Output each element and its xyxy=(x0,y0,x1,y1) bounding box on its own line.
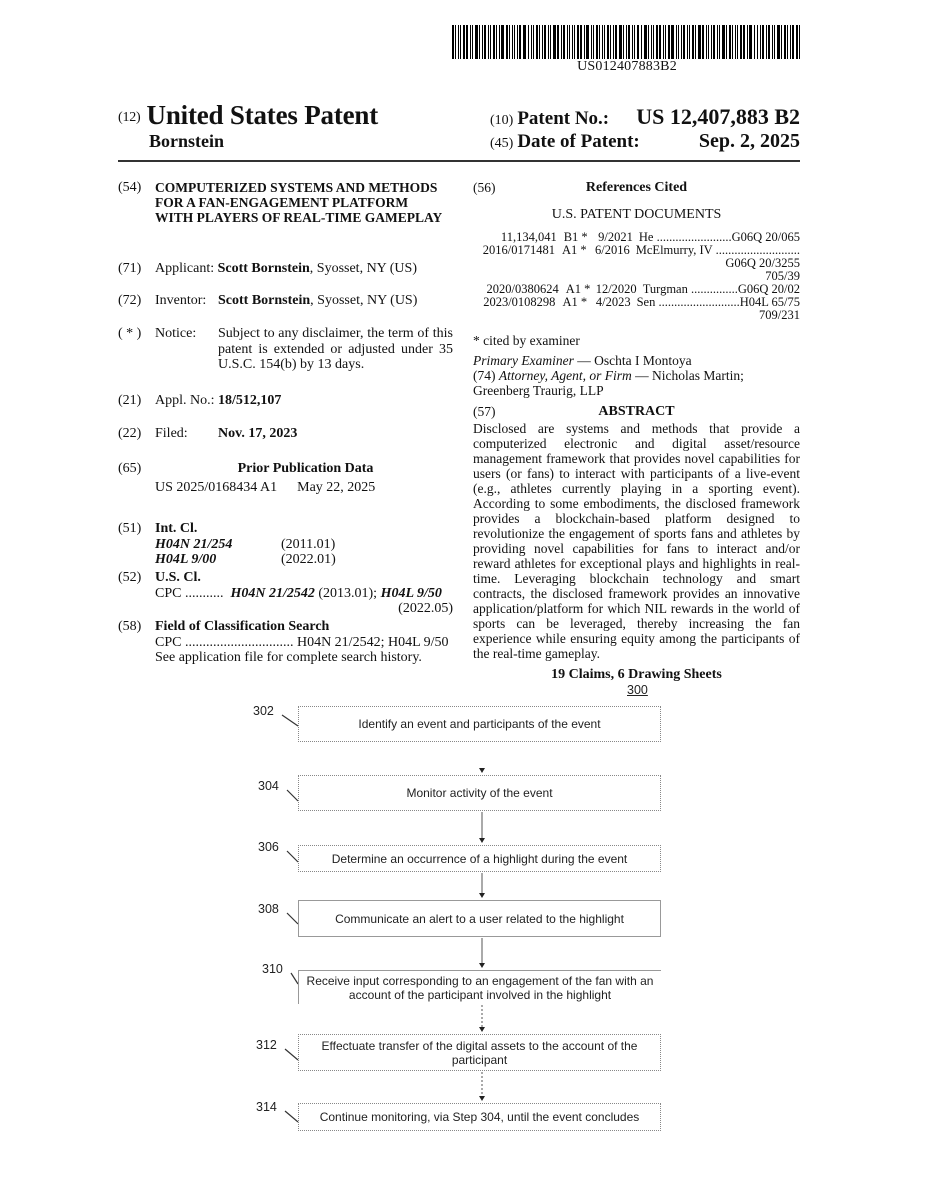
patent-title-header xyxy=(118,100,378,131)
flowchart-step-310 xyxy=(298,970,661,1004)
applicant-location: , Syosset, NY (US) xyxy=(310,261,417,276)
references-heading: References Cited xyxy=(473,180,800,195)
flowchart-step-304 xyxy=(298,775,661,811)
abstract-text: Disclosed are systems and methods that provide a computerized electronic and digital asset/resource management framework that provides novel capabilities for users (or fans) to interact with participants of a live-event (e.g., athletes currently playing in a sporting event). According to some embodiments, the disclosed framework provides a blockchain-based platform designed to revolutionize the engagement of sports fans and athletes by providing novel capabilities for fans to interact and/or reward athletes for exceptional plays and highlights in real-time. Leveraging blockchain technology and smart contracts, the disclosed framework provides an innovative application/platform for which NIL rewards in the world of sports can be leveraged, thereby increasing the fan experience while ensuring equity among the participants of the real-time gameplay. xyxy=(473,421,800,661)
examiner-name: — Oschta I Montoya xyxy=(577,353,691,368)
field-code: (74) xyxy=(473,368,496,383)
flowchart-step-302 xyxy=(298,706,661,742)
examiner-label: Primary Examiner xyxy=(473,353,574,368)
step-reference-number: 314 xyxy=(256,1100,277,1114)
abstract-heading: ABSTRACT xyxy=(473,404,800,419)
leader-line xyxy=(287,790,298,801)
arrow-head-icon xyxy=(479,838,485,843)
reference-kind: A1 * xyxy=(555,244,588,257)
patent-number: US 12,407,883 B2 xyxy=(636,104,800,130)
field-code: ( * ) xyxy=(118,326,141,342)
reference-inventor: Turgman ............... xyxy=(637,283,738,296)
prior-publication-heading: Prior Publication Data xyxy=(193,461,418,477)
step-reference-number: 306 xyxy=(258,840,279,854)
field-prior-publication xyxy=(118,461,453,495)
step-reference-number: 310 xyxy=(262,962,283,976)
reference-date: 9/2021 xyxy=(590,231,633,244)
us-cl-version: (2022.05) xyxy=(155,601,453,617)
reference-number: 11,134,041 xyxy=(473,231,557,244)
step-text: Effectuate transfer of the digital assets to the account of the participant xyxy=(305,1039,654,1067)
claims-count: 19 Claims, 6 Drawing Sheets xyxy=(473,667,800,682)
step-text: Receive input corresponding to an engagement of the fan with an account of the participant involved in the highlight xyxy=(305,974,655,1002)
reference-inventor: Sen .......................... xyxy=(631,296,740,309)
field-appl-no xyxy=(118,393,453,409)
arrow-head-icon xyxy=(479,1027,485,1032)
step-text: Determine an occurrence of a highlight during the event xyxy=(332,852,628,866)
step-reference-number: 304 xyxy=(258,779,279,793)
figure-number: 300 xyxy=(627,683,648,697)
leader-line xyxy=(287,913,298,924)
patent-number-label xyxy=(490,108,609,130)
field-filed xyxy=(118,426,453,442)
header-divider xyxy=(118,160,800,162)
classification-search-cpc: CPC ............................... H04N 21/2542; H04L 9/50 xyxy=(155,635,453,651)
title-code: (12) xyxy=(118,110,141,125)
appl-no-label: Appl. No.: xyxy=(155,393,215,408)
us-cl-class: H04L 9/50 xyxy=(381,586,442,601)
reference-number: 2020/0380624 xyxy=(473,283,559,296)
barcode-number: US012407883B2 xyxy=(452,59,802,75)
references-table xyxy=(473,231,800,322)
field-inventor xyxy=(118,293,453,309)
field-code: (22) xyxy=(118,426,141,442)
flowchart-step-314 xyxy=(298,1103,661,1131)
references-cited xyxy=(473,180,800,322)
int-cl-class: H04N 21/254 xyxy=(155,537,281,553)
reference-class: H04L 65/75 xyxy=(740,296,800,309)
field-code: (51) xyxy=(118,521,141,537)
reference-inventor: He ........................ xyxy=(633,231,732,244)
step-text: Monitor activity of the event xyxy=(406,786,552,800)
reference-kind: A1 * xyxy=(555,296,588,309)
step-text: Continue monitoring, via Step 304, until the event concludes xyxy=(320,1110,640,1124)
field-code: (57) xyxy=(473,404,496,419)
invention-title: COMPUTERIZED SYSTEMS AND METHODS FOR A FAN-ENGAGEMENT PLATFORM WITH PLAYERS OF REAL-TIME GAMEPLAY xyxy=(155,180,447,225)
reference-kind: B1 * xyxy=(557,231,590,244)
reference-class-continued: G06Q 20/3255 xyxy=(473,257,800,270)
reference-class: G06Q 20/02 xyxy=(738,283,800,296)
document-type: United States Patent xyxy=(147,100,378,130)
reference-kind: A1 * xyxy=(559,283,593,296)
reference-date: 6/2016 xyxy=(588,244,630,257)
arrow-head-icon xyxy=(479,1096,485,1101)
reference-inventor: McElmurry, IV ........................... xyxy=(630,244,800,257)
field-int-cl xyxy=(118,521,453,568)
classification-search-heading: Field of Classification Search xyxy=(155,619,453,635)
field-applicant xyxy=(118,261,453,277)
reference-number: 2016/0171481 xyxy=(473,244,555,257)
arrow-head-icon xyxy=(479,893,485,898)
inventor-location: , Syosset, NY (US) xyxy=(310,293,417,308)
flowchart-step-312 xyxy=(298,1034,661,1071)
field-us-cl xyxy=(118,570,453,617)
reference-class-continued: 705/39 xyxy=(473,270,800,283)
int-cl-version: (2022.01) xyxy=(281,552,336,568)
inventor-name: Scott Bornstein xyxy=(218,293,310,308)
flowchart-step-308 xyxy=(298,900,661,937)
field-code: (71) xyxy=(118,261,141,277)
int-cl-heading: Int. Cl. xyxy=(155,521,453,537)
reference-row xyxy=(473,296,800,309)
prior-publication-date: May 22, 2025 xyxy=(297,480,375,495)
field-code: (54) xyxy=(118,180,141,196)
examiner-block xyxy=(473,353,800,398)
notice-label: Notice: xyxy=(155,326,196,341)
us-cl-version: (2013.01); xyxy=(318,586,377,601)
barcode xyxy=(452,25,802,59)
applicant-name: Scott Bornstein xyxy=(218,261,310,276)
step-reference-number: 302 xyxy=(253,704,274,718)
field-code: (65) xyxy=(118,461,141,477)
us-cl-prefix: CPC ........... xyxy=(155,586,223,601)
reference-date: 4/2023 xyxy=(589,296,631,309)
field-code: (21) xyxy=(118,393,141,409)
notice-text: Subject to any disclaimer, the term of this patent is extended or adjusted under 35 U.S.C. 154(b) by 13 days. xyxy=(218,326,453,373)
leader-line xyxy=(287,851,298,862)
field-code: (72) xyxy=(118,293,141,309)
arrow-head-icon xyxy=(479,963,485,968)
references-subheading: U.S. PATENT DOCUMENTS xyxy=(473,207,800,222)
field-code: (56) xyxy=(473,180,496,195)
date-of-patent-label xyxy=(490,131,640,153)
field-title xyxy=(118,180,453,225)
barcode-space xyxy=(800,25,802,59)
classification-search-note: See application file for complete search history. xyxy=(155,650,453,666)
cited-note: * cited by examiner xyxy=(473,333,800,348)
inventor-label: Inventor: xyxy=(155,293,218,309)
leader-line xyxy=(285,1111,298,1122)
arrow-head-icon xyxy=(479,768,485,773)
step-reference-number: 312 xyxy=(256,1038,277,1052)
flowchart-step-306 xyxy=(298,845,661,872)
reference-number: 2023/0108298 xyxy=(473,296,555,309)
leader-line xyxy=(291,973,298,984)
abstract-section xyxy=(473,404,800,682)
us-cl-heading: U.S. Cl. xyxy=(155,570,453,586)
step-text: Identify an event and participants of the event xyxy=(358,717,600,731)
field-code: (52) xyxy=(118,570,141,586)
patent-number-code: (10) xyxy=(490,113,513,128)
leader-line xyxy=(285,1049,298,1060)
int-cl-row xyxy=(155,537,453,553)
inventor-surname: Bornstein xyxy=(149,131,224,152)
int-cl-class: H04L 9/00 xyxy=(155,552,281,568)
filed-label: Filed: xyxy=(155,426,218,442)
field-notice xyxy=(118,326,453,376)
date-of-patent: Sep. 2, 2025 xyxy=(699,130,800,153)
filed-value: Nov. 17, 2023 xyxy=(218,426,297,441)
prior-publication-number: US 2025/0168434 A1 xyxy=(155,480,277,495)
int-cl-version: (2011.01) xyxy=(281,537,335,553)
applicant-label: Applicant: xyxy=(155,261,214,276)
date-caption: Date of Patent: xyxy=(517,131,639,152)
step-reference-number: 308 xyxy=(258,902,279,916)
us-cl-class: H04N 21/2542 xyxy=(230,586,314,601)
reference-class: G06Q 20/065 xyxy=(732,231,800,244)
appl-no-value: 18/512,107 xyxy=(218,393,281,408)
attorney-label: Attorney, Agent, or Firm xyxy=(499,368,632,383)
reference-date: 12/2020 xyxy=(593,283,637,296)
patent-number-caption: Patent No.: xyxy=(517,108,609,129)
step-text: Communicate an alert to a user related to the highlight xyxy=(335,912,624,926)
field-code: (58) xyxy=(118,619,141,635)
leader-line xyxy=(282,715,298,726)
field-classification-search xyxy=(118,619,453,666)
date-code: (45) xyxy=(490,136,513,151)
int-cl-row xyxy=(155,552,453,568)
attorney-name: — Nicholas Martin; Greenberg Traurig, LLP xyxy=(473,368,744,398)
reference-class-continued: 709/231 xyxy=(473,309,800,322)
